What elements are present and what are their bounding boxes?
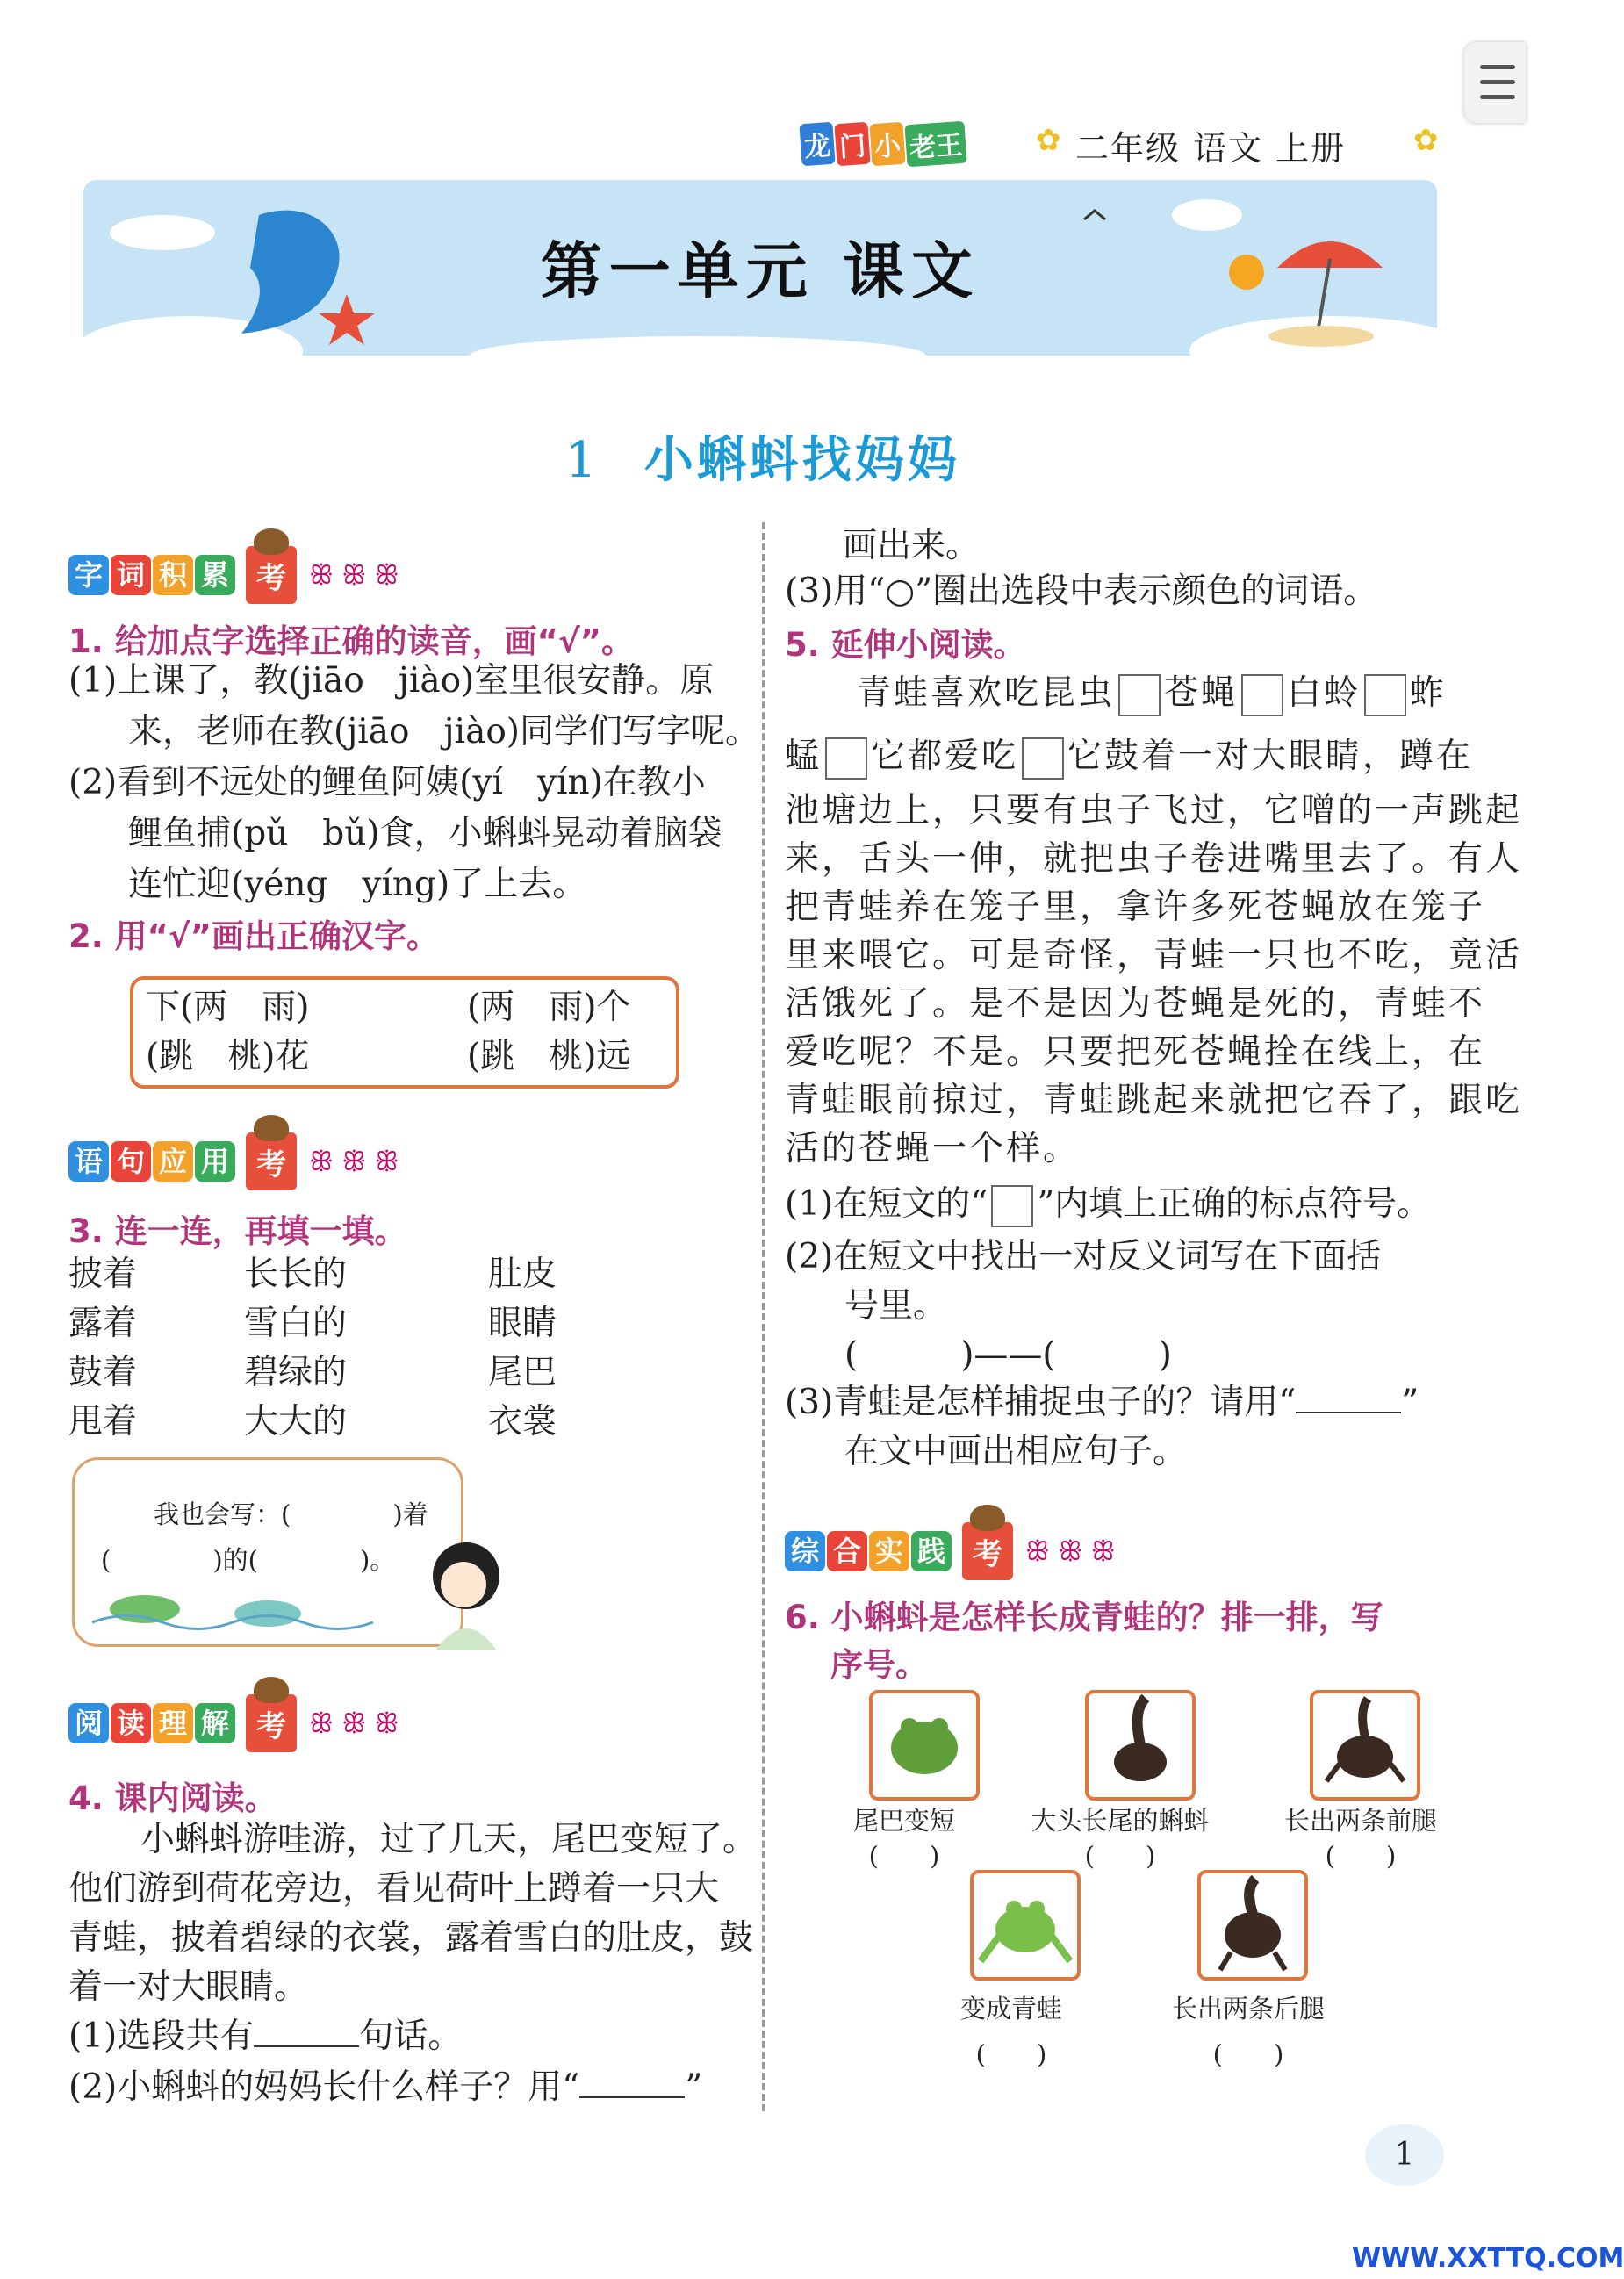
q5-passage: 池塘边上，只要有虫子飞过，它噌的一声跳起 来，舌头一伸，就把虫子卷进嘴里去了。有人 把青蛙养在笼子里，拿许多死苍蝇放在笼子 里来喂它。可是奇怪，青蛙一只也不吃，竟活 活饿死了。是不是因为苍蝇是死的，青蛙不 爱吃呢？不是。只要把死苍蝇拴在线上，在 青蛙眼前掠过，青蛙跳起来就把它吞了，跟吃 活的苍蝇一个样。 [785,791,1523,1168]
q4-sub2-cont: 画出来。 [843,526,981,565]
kao-badge-icon: 考 [246,1132,297,1190]
tadpole-back-legs-image [1197,1870,1308,1981]
q4-sub3: (3)用“○”圈出选段中表示颜色的词语。 [785,572,1378,611]
punct-box[interactable] [1241,674,1283,716]
q1-line: 来，老师在教(jiāo jiào)同学们写字呢。 [128,712,760,751]
punct-box[interactable] [825,737,867,780]
lesson-title-text: 小蝌蚪找妈妈 [643,432,960,489]
section-header-sentences: 语 句 应 用 考 ꕥ ꕥ ꕥ [68,1132,399,1194]
q1-line: 鲤鱼捕(pǔ bǔ)食，小蝌蚪晃动着脑袋 [128,814,722,853]
match-item[interactable]: 眼睛 [488,1304,557,1343]
q2-frame [130,976,679,1089]
grown-frog-image [970,1870,1081,1981]
q5-sub3: (3)青蛙是怎样捕捉虫子的？请用“ ” [785,1383,1419,1422]
question-3-title: 3. 连一连，再填一填。 [68,1212,407,1250]
order-blank[interactable]: ( ) [975,2039,1047,2069]
kao-badge-icon: 考 [246,1694,297,1752]
page-number: 1 [1365,2124,1444,2186]
order-blank[interactable]: ( ) [1325,1841,1397,1871]
match-item[interactable]: 甩着 [68,1402,138,1441]
section-header-reading: 阅 读 理 解 考 ꕥ ꕥ ꕥ [68,1694,399,1756]
stage-label: 长出两条后腿 [1171,1994,1325,2024]
q5-sub2: (2)在短文中找出一对反义词写在下面括 [785,1237,1382,1276]
butterfly-icon: ꕥ ꕥ ꕥ [309,1707,399,1739]
order-blank[interactable]: ( ) [868,1841,940,1871]
order-blank[interactable]: ( ) [1084,1841,1156,1871]
q4-sub2: (2)小蝌蚪的妈妈长什么样子？用“ ” [68,2067,703,2107]
unit-title: 第一单元 课文 [540,235,981,307]
punct-box[interactable] [991,1185,1033,1227]
q2-option[interactable]: (两 雨)个 [467,988,631,1027]
question-4-title: 4. 课内阅读。 [68,1779,277,1817]
q2-option[interactable]: (跳 桃)花 [146,1037,310,1076]
girl-icon [418,1536,514,1650]
butterfly-icon: ꕥ ꕥ ꕥ [1025,1535,1116,1567]
passage-line: 他们游到荷花旁边，看见荷叶上蹲着一只大 [68,1869,720,1909]
q2-option[interactable]: (跳 桃)远 [467,1037,631,1076]
bird-icon [1084,211,1105,219]
q1-line: 连忙迎(yéng yíng)了上去。 [128,865,587,904]
question-5-title: 5. 延伸小阅读。 [785,626,1026,664]
butterfly-icon: ✿ [1036,123,1061,158]
q3-col2 [244,1250,347,1447]
punct-box[interactable] [1364,674,1406,716]
butterfly-icon: ✿ [1413,123,1439,158]
lesson-number: 1 [565,432,600,489]
match-item[interactable]: 肚皮 [488,1255,557,1294]
q5-line: 青蛙喜欢吃昆虫 苍蝇 白蛉 蚱 [857,669,1447,718]
match-item[interactable]: 鼓着 [68,1353,138,1392]
q2-option[interactable]: 下(两 雨) [146,988,310,1027]
antonym-answer[interactable]: ( )——( ) [844,1335,1172,1375]
order-blank[interactable]: ( ) [1212,2039,1284,2069]
unit-banner [83,180,1437,356]
question-2-title: 2. 用“√”画出正确汉字。 [68,917,439,955]
q3-col3 [488,1250,557,1447]
match-item[interactable]: 大大的 [244,1402,348,1441]
question-1-title: 1. 给加点字选择正确的读音，画“√”。 [68,622,634,660]
kao-badge-icon: 考 [962,1522,1013,1580]
punct-box[interactable] [1022,737,1064,780]
stage-label: 变成青蛙 [959,1994,1062,2024]
match-item[interactable]: 长长的 [244,1255,348,1294]
watermark: WWW.XXTTQ.COM [1352,2243,1624,2274]
q1-line: (1)上课了，教(jiāo jiào)室里很安静。原 [68,661,715,701]
stage-label: 尾巴变短 [852,1806,955,1836]
match-item[interactable]: 露着 [68,1304,138,1343]
match-item[interactable]: 尾巴 [488,1353,557,1392]
kao-badge-icon: 考 [246,546,297,604]
lotus-icon [92,1574,373,1636]
q1-line: (2)看到不远处的鲤鱼阿姨(yí yín)在教小 [68,763,706,802]
brand-logo: 龙 门 小 老王 [801,123,1020,167]
answer-blank[interactable] [254,2045,359,2047]
section-header-vocab: 字 词 积 累 考 ꕥ ꕥ ꕥ [68,546,399,607]
stage-label: 长出两条前腿 [1283,1806,1437,1836]
passage-line: 小蝌蚪游哇游，过了几天，尾巴变短了。 [140,1820,758,1859]
passage-line: 青蛙，披着碧绿的衣裳，露着雪白的肚皮，鼓 [68,1918,754,1958]
lesson-title [0,421,1526,492]
answer-blank[interactable] [579,2096,685,2098]
q5-sub3: 在文中画出相应句子。 [844,1432,1188,1471]
write-line[interactable]: 我也会写：( )着 [154,1499,428,1529]
butterfly-icon: ꕥ ꕥ ꕥ [309,559,399,591]
tadpole-image [1085,1690,1196,1801]
q5-sub1: (1)在短文的“ ”内填上正确的标点符号。 [785,1180,1431,1229]
grade-label: 二年级 语文 上册 [1075,129,1347,168]
q5-line: 蜢 它都爱吃 它鼓着一对大眼睛，蹲在 [785,732,1473,781]
tadpole-front-legs-image [1310,1690,1420,1801]
match-item[interactable]: 衣裳 [488,1402,557,1441]
write-line[interactable]: ( )的( )。 [101,1545,396,1575]
stage-label: 大头长尾的蝌蚪 [1031,1806,1210,1836]
q5-sub2: 号里。 [844,1286,948,1326]
match-item[interactable]: 碧绿的 [244,1353,348,1392]
frog-image [869,1690,980,1801]
passage-line: 着一对大眼睛。 [68,1967,309,2007]
section-header-practice: 综 合 实 践 考 ꕥ ꕥ ꕥ [785,1522,1116,1584]
menu-button[interactable] [1464,42,1526,123]
butterfly-icon: ꕥ ꕥ ꕥ [309,1146,399,1177]
q4-sub1: (1)选段共有 句话。 [68,2017,463,2056]
punct-box[interactable] [1118,674,1161,716]
match-item[interactable]: 雪白的 [244,1304,348,1343]
write-box [72,1457,463,1647]
match-item[interactable]: 披着 [68,1255,138,1294]
column-divider [762,522,765,2111]
question-6-title-cont: 序号。 [830,1646,928,1684]
q3-col1 [68,1250,137,1447]
question-6-title: 6. 小蝌蚪是怎样长成青蛙的？排一排，写 [785,1599,1383,1636]
answer-blank[interactable] [1296,1412,1401,1413]
